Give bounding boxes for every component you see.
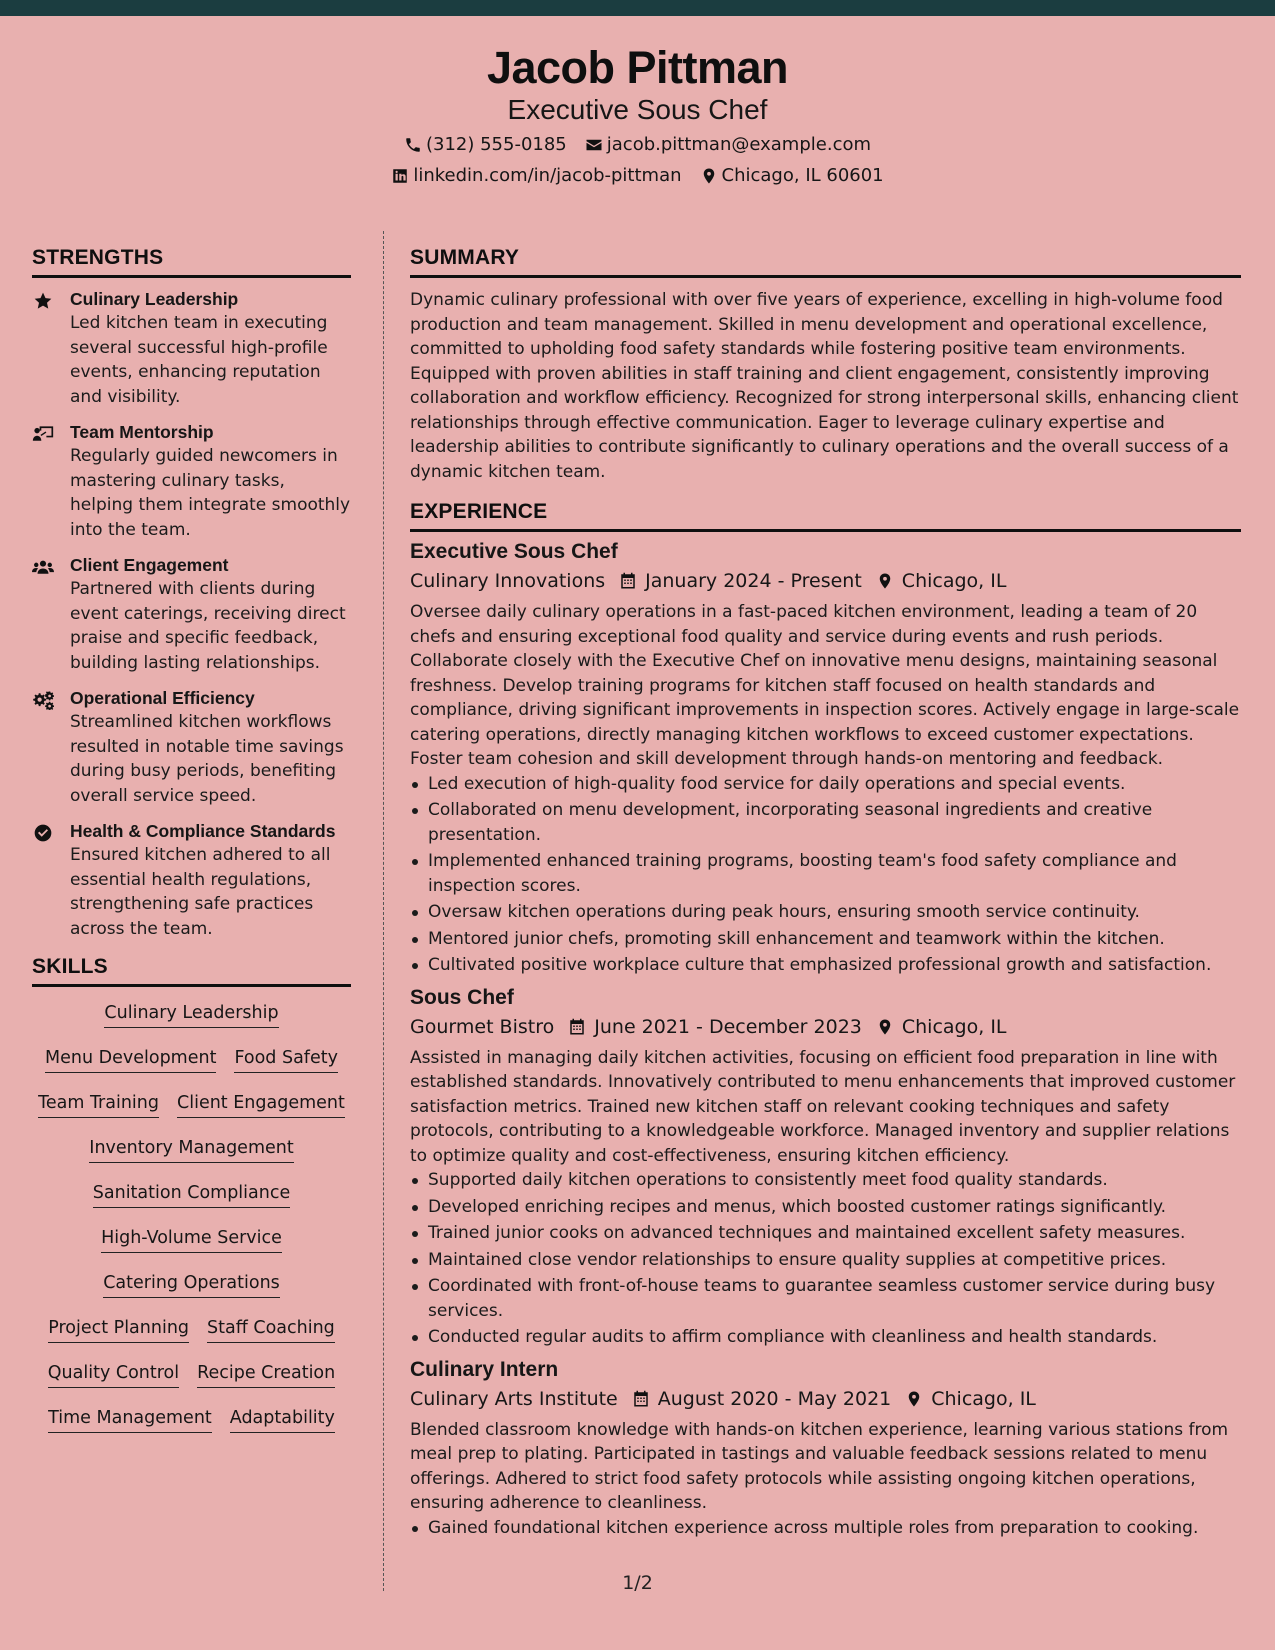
job-bullet: Mentored junior chefs, promoting skill enhancement and teamwork within the kitchen. [410,927,1241,952]
skill-tag: Culinary Leadership [104,1003,278,1028]
phone-text: (312) 555-0185 [425,134,567,155]
contact-line-1 [0,134,1275,155]
job-meta [410,566,1241,596]
strength-desc: Partnered with clients during event caterings, receiving direct praise and specific feedback, building lasting relationships. [70,579,346,673]
job-company: Culinary Arts Institute [410,1387,618,1410]
linkedin-contact[interactable] [391,165,681,186]
job-company: Gourmet Bistro [410,1015,555,1038]
skill-tag: Recipe Creation [197,1363,335,1388]
summary-heading: SUMMARY [410,246,1241,278]
job-location [876,566,1007,596]
left-column [32,246,351,1447]
job-meta [410,1012,1241,1042]
skill-tag: Team Training [38,1093,159,1118]
job-description: Oversee daily culinary operations in a fast-paced kitchen environment, leading a team of 20 chefs and ensuring exceptional food quality and service during events and rush periods. Collaborate closely with the Executive Chef on innovative menu designs, maintaining seasonal freshness. Develop training programs for kitchen staff focused on health standards and compliance, driving significant improvements in inspection scores. Actively engage in large-scale catering operations, directly managing kitchen workflows to exceed customer expectations. Foster team cohesion and skill development through hands-on mentoring and feedback. [410,602,1240,769]
job-description: Assisted in managing daily kitchen activities, focusing on efficient food preparation in line with established standards. Innovatively contributed to menu enhancements that improved customer satisfaction metrics. Trained new kitchen staff on relevant cooking techniques and safety protocols, contributing to a knowledgeable workforce. Managed inventory and supplier relations to optimize quality and cost-effectiveness, ensuring kitchen efficiency. [410,1047,1236,1166]
job-bullet: Developed enriching recipes and menus, which boosted customer ratings significantly. [410,1195,1241,1220]
job-dates [568,1012,862,1042]
skill-row [32,1222,351,1267]
column-divider [383,231,384,1591]
top-bar [0,0,1275,16]
skill-row [32,1312,351,1357]
job-entry [410,1356,1241,1541]
strength-title: Client Engagement [70,555,229,575]
skill-tag: Catering Operations [103,1273,280,1298]
job-entry [410,984,1241,1350]
skill-tag: Food Safety [234,1048,338,1073]
job-bullet: Collaborated on menu development, incorporating seasonal ingredients and creative presentation. [410,798,1241,847]
job-bullet: Maintained close vendor relationships to ensure quality supplies at competitive prices. [410,1248,1241,1273]
strength-item [32,687,351,808]
job-bullet: Trained junior cooks on advanced techniques and maintained excellent safety measures. [410,1221,1241,1246]
job-bullet: Cultivated positive workplace culture that emphasized professional growth and satisfaction. [410,953,1241,978]
job-bullet: Oversaw kitchen operations during peak hours, ensuring smooth service continuity. [410,900,1241,925]
calendar-icon [568,1018,586,1036]
skill-tag: Client Engagement [177,1093,345,1118]
star-icon [32,291,54,311]
job-bullet: Coordinated with front-of-house teams to guarantee seamless customer service during busy services. [410,1274,1241,1323]
summary-text: Dynamic culinary professional with over five years of experience, excelling in high-volume food production and team management. Skilled in menu development and operational excellence, committed to upholding food safety standards while fostering positive team environments. Equipped with proven abilities in staff training and client engagement, consistently improving collaboration and workflow efficiency. Recognized for strong interpersonal skills, enhancing client relationships through effective communication. Eager to leverage culinary expertise and leadership abilities to contribute significantly to culinary operations and the overall success of a dynamic kitchen team. [410,290,1239,482]
users-icon [32,557,54,577]
job-location-text: Chicago, IL [901,1015,1007,1038]
email-contact[interactable] [585,134,871,155]
skill-tag: Menu Development [45,1048,216,1073]
resume-header [0,16,1275,204]
skill-tag: Sanitation Compliance [93,1183,290,1208]
strength-item [32,288,351,409]
skill-tag: Project Planning [48,1318,189,1343]
skills-list [32,997,351,1447]
skill-tag: Inventory Management [89,1138,293,1163]
contact-line-2 [0,165,1275,186]
map-pin-icon [700,167,718,185]
job-company: Culinary Innovations [410,570,606,592]
email-text: jacob.pittman@example.com [606,134,872,155]
strength-item [32,554,351,675]
skill-tag: High-Volume Service [101,1228,282,1253]
map-pin-icon [905,1390,923,1408]
strength-desc: Streamlined kitchen workflows resulted in notable time savings during busy periods, benefiting overall service speed. [70,712,344,806]
calendar-icon [619,572,637,590]
job-bullets [410,1168,1241,1350]
job-location [905,1384,1036,1414]
skill-row [32,1177,351,1222]
linkedin-icon [391,167,409,185]
strength-title: Culinary Leadership [70,289,239,309]
skill-row [32,997,351,1042]
job-dates [619,566,862,596]
job-bullet: Implemented enhanced training programs, boosting team's food safety compliance and inspection scores. [410,849,1241,898]
map-pin-icon [876,572,894,590]
job-meta [410,1384,1241,1414]
job-dates-text: January 2024 - Present [645,570,862,592]
strength-desc: Led kitchen team in executing several successful high-profile events, enhancing reputation and visibility. [70,313,328,407]
strengths-heading: STRENGTHS [32,246,351,278]
job-title: Executive Sous Chef [410,540,618,563]
job-bullet: Led execution of high-quality food service for daily operations and special events. [410,772,1241,797]
skill-row [32,1132,351,1177]
phone-contact[interactable] [404,134,567,155]
envelope-icon [585,136,603,154]
right-column [410,246,1241,1546]
candidate-name: Jacob Pittman [486,42,789,93]
skill-tag: Staff Coaching [207,1318,335,1343]
location-text: Chicago, IL 60601 [721,165,884,186]
calendar-icon [632,1390,650,1408]
skill-row [32,1402,351,1447]
skill-row [32,1357,351,1402]
phone-icon [404,136,422,154]
job-title: Culinary Intern [410,1357,559,1381]
skill-tag: Quality Control [48,1363,179,1388]
location-contact [700,165,884,186]
skill-tag: Adaptability [230,1408,335,1433]
job-location [876,1012,1007,1042]
strength-item [32,820,351,941]
skill-row [32,1087,351,1132]
page-number: 1/2 [622,1572,653,1594]
skill-row [32,1042,351,1087]
candidate-title: Executive Sous Chef [507,94,768,125]
mentor-icon [32,424,54,444]
job-bullet: Gained foundational kitchen experience across multiple roles from preparation to cooking. [410,1516,1241,1541]
job-bullet: Conducted regular audits to affirm compliance with cleanliness and health standards. [410,1325,1241,1350]
skills-heading: SKILLS [32,955,351,987]
job-bullets [410,1516,1241,1541]
job-bullets [410,772,1241,978]
strength-title: Health & Compliance Standards [70,821,336,841]
check-circle-icon [32,823,54,843]
gears-icon [32,690,54,710]
job-bullet: Supported daily kitchen operations to consistently meet food quality standards. [410,1168,1241,1193]
job-entry [410,538,1241,978]
job-dates-text: June 2021 - December 2023 [594,1015,862,1038]
linkedin-text: linkedin.com/in/jacob-pittman [413,165,682,186]
job-dates-text: August 2020 - May 2021 [657,1387,892,1410]
experience-heading: EXPERIENCE [410,500,1241,532]
map-pin-icon [876,1018,894,1036]
job-title: Sous Chef [410,985,514,1009]
job-description: Blended classroom knowledge with hands-on kitchen experience, learning various stations from meal prep to plating. Participated in tastings and valuable feedback sessions related to menu offerings. Adhered to strict food safety protocols while assisting ongoing kitchen operations, ensuring adherence to cleanliness. [410,1419,1229,1513]
job-dates [632,1384,892,1414]
skill-row [32,1267,351,1312]
job-location-text: Chicago, IL [931,1387,1036,1410]
strength-desc: Regularly guided newcomers in mastering culinary tasks, helping them integrate smoothly into the team. [70,446,351,540]
strength-item [32,421,351,542]
strength-title: Team Mentorship [70,422,214,442]
strength-title: Operational Efficiency [70,688,255,708]
job-location-text: Chicago, IL [901,570,1007,592]
skill-tag: Time Management [48,1408,212,1433]
strength-desc: Ensured kitchen adhered to all essential health regulations, strengthening safe practices across the team. [70,845,331,939]
